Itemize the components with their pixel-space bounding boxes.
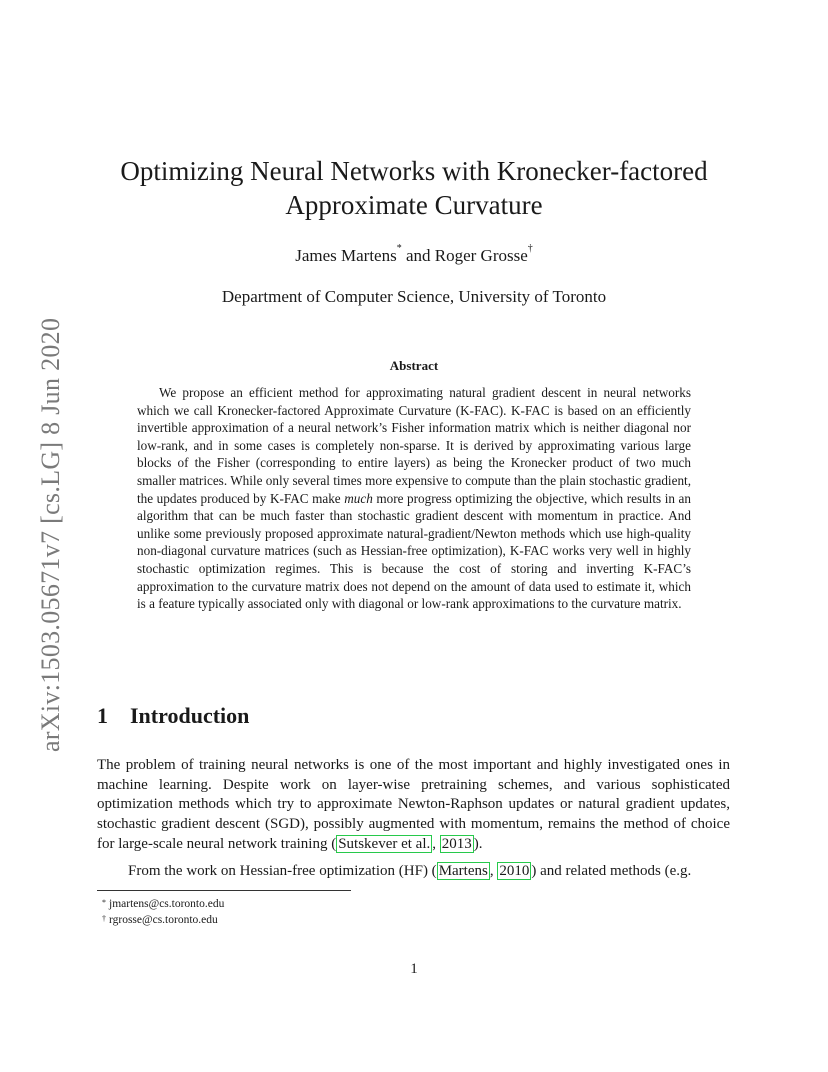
citation-martens-year-link[interactable]: 2010 xyxy=(499,863,530,879)
citation-sutskever-year-link[interactable]: 2013 xyxy=(441,835,472,852)
intro-text-2-after: ) and related methods (e.g. xyxy=(531,863,692,879)
author-grosse: Roger Grosse xyxy=(434,246,528,265)
footnote-2-email: rgrosse@cs.toronto.edu xyxy=(109,914,218,926)
intro-text-2: From the work on Hessian-free optimization (HF) ( xyxy=(128,863,437,879)
author-martens: James Martens xyxy=(295,246,397,265)
footnote-divider xyxy=(97,890,351,891)
page-number: 1 xyxy=(410,961,418,977)
title-line-1: Optimizing Neural Networks with Kronecker-factored xyxy=(120,156,708,186)
citation-separator: , xyxy=(432,835,440,852)
footnote-1-email: jmartens@cs.toronto.edu xyxy=(109,898,225,910)
abstract-heading: Abstract xyxy=(389,358,439,373)
citation-separator-2: , xyxy=(489,863,498,879)
footnote-1-mark: * xyxy=(102,898,106,907)
intro-closing: ). xyxy=(473,835,483,852)
footnote-mark-2: † xyxy=(527,243,533,254)
intro-paragraph-2 xyxy=(97,862,730,882)
author-connector: and xyxy=(401,246,435,265)
arxiv-identifier-stamp: arXiv:1503.05671v7 [cs.LG] 8 Jun 2020 xyxy=(36,317,65,752)
abstract-text-after: more progress optimizing the objective, which results in an algorithm that can be much faster than stochastic gradient descent with momentum in practice. And unlike some previously proposed approximate natural-gradient/Newton methods which use high-quality non-diagonal curvature matrices (such as Hessian-free optimization), K-FAC works very well in highly stochastic optimization regimes. This is because the cost of storing and inverting K-FAC’s approximation to the curvature matrix does not depend on the amount of data used to estimate it, which is a feature typically associated only with diagonal or low-rank approximations to the curvature matrix. xyxy=(137,490,691,612)
affiliation: Department of Computer Science, University of Toronto xyxy=(221,287,607,306)
author-list xyxy=(0,243,828,266)
section-title: Introduction xyxy=(130,703,250,728)
section-number: 1 xyxy=(97,703,108,728)
footnote-mark-1: * xyxy=(396,243,402,254)
footnote-2-mark: † xyxy=(102,914,106,923)
title-line-2: Approximate Curvature xyxy=(285,190,543,220)
paper-title xyxy=(0,154,828,222)
abstract-text-before: We propose an efficient method for approximating natural gradient descent in neural networks which we call Kronecker-factored Approximate Curvature (K-FAC). K-FAC is based on an efficiently invertible approximation of a neural network’s Fisher information matrix which is neither diagonal nor low-rank, and in some cases is completely non-sparse. It is derived by approximating various large blocks of the Fisher (corresponding to entire layers) as being the Kronecker product of two much smaller matrices. While only several times more expensive to compute than the plain stochastic gradient, the updates produced by K-FAC make xyxy=(137,385,691,506)
citation-sutskever-author-link[interactable]: Sutskever et al. xyxy=(338,835,431,852)
intro-paragraph-1 xyxy=(97,756,730,855)
section-heading xyxy=(97,703,249,729)
citation-martens-author-link[interactable]: Martens xyxy=(438,863,488,879)
intro-text-1: The problem of training neural networks is one of the most important and highly investigated ones in machine learning. Despite work on layer-wise pretraining schemes, and various sophisticated optimization methods which try to approximate Newton-Raphson updates or natural gradient updates, stochastic gradient descent (SGD), possibly augmented with momentum, remains the method of choice for large-scale neural network training ( xyxy=(97,757,730,852)
footnotes xyxy=(102,896,225,928)
abstract-body xyxy=(137,384,691,613)
footnote-2 xyxy=(102,912,224,928)
footnote-1 xyxy=(102,896,225,912)
abstract-emphasis: much xyxy=(344,490,373,506)
